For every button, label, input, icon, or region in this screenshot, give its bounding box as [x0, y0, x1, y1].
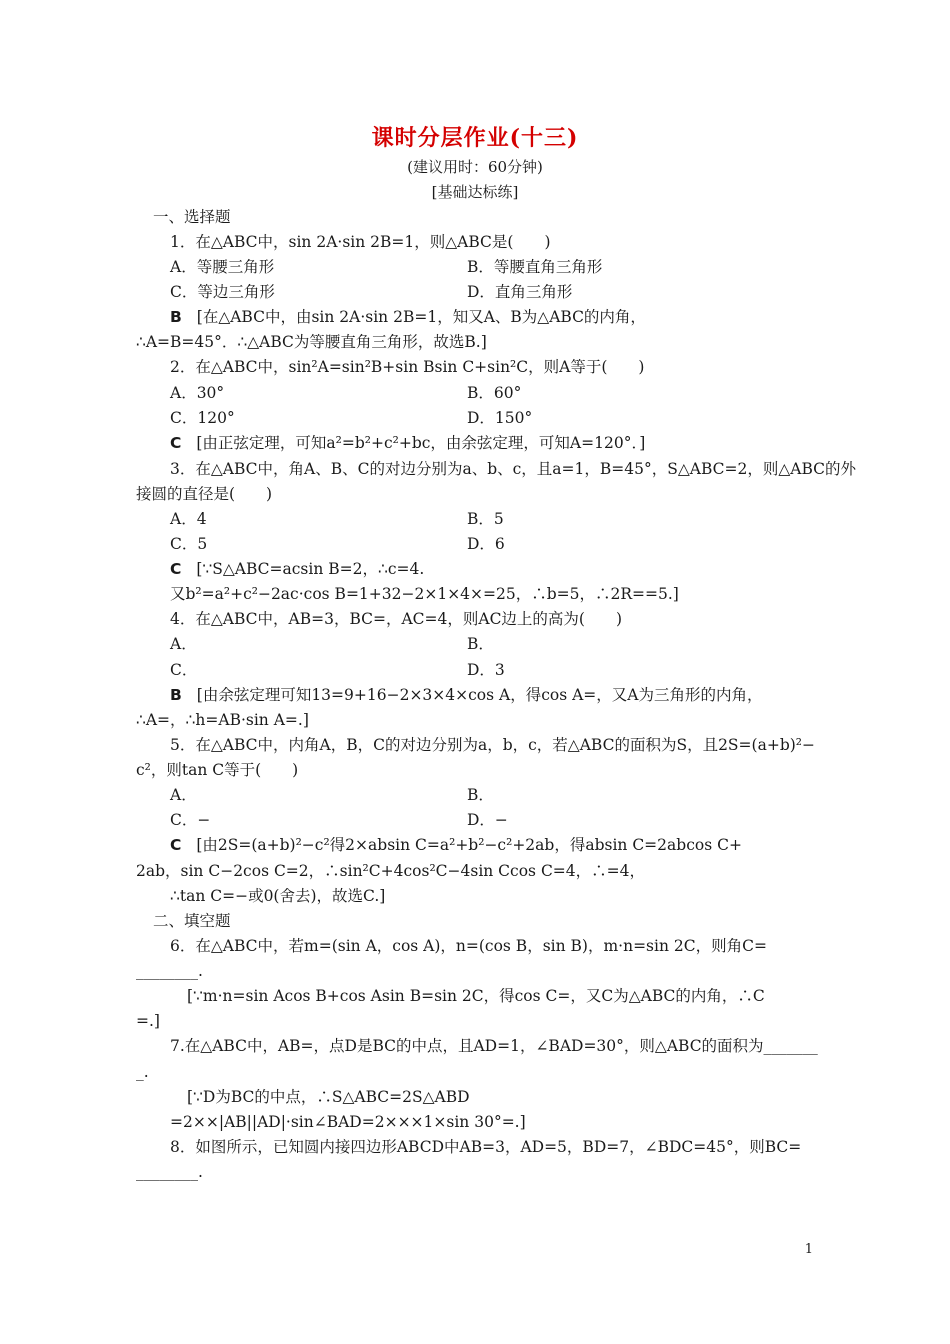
- answer-letter: C: [170, 434, 182, 452]
- question-4-option-b: B．: [467, 635, 494, 653]
- question-3-stem: 3．在△ABC中，角A、B、C的对边分别为a、b、c，且a=1，B=45°，S△ABC=2，则△ABC的外: [170, 460, 857, 478]
- answer-explanation: [在△ABC中，由sin 2A·sin 2B=1，知又A、B为△ABC的内角，: [196, 308, 646, 326]
- question-3-answer: [170, 559, 424, 579]
- answer-letter: B: [170, 686, 182, 704]
- question-2-option-c: C．120°: [170, 409, 235, 427]
- question-3-answer-cont: 又b²=a²+c²−2ac·cos B=1+32−2×1×4×=25，∴b=5，∴2R==5.]: [170, 585, 679, 603]
- question-4-answer: [170, 685, 763, 705]
- answer-explanation: [∵S△ABC=acsin B=2，∴c=4.: [196, 560, 425, 578]
- question-5-option-a: A．: [170, 786, 197, 804]
- answer-explanation: [由余弦定理可知13=9+16−2×3×4×cos A，得cos A=，又A为三角形的内角，: [196, 686, 763, 704]
- question-5-answer: [170, 835, 742, 855]
- question-1-option-a: A．等腰三角形: [170, 258, 275, 276]
- question-8-stem: 8．如图所示，已知圆内接四边形ABCD中AB=3，AD=5，BD=7，∠BDC=45°，则BC=: [170, 1138, 802, 1156]
- question-5-answer-cont2: ∴tan C=−或0(舍去)，故选C.]: [170, 887, 386, 905]
- question-3-option-a: A．4: [170, 510, 207, 528]
- question-1-option-c: C．等边三角形: [170, 283, 275, 301]
- question-5-stem-cont: c²，则tan C等于( ): [136, 761, 299, 779]
- question-5-option-b: B．: [467, 786, 494, 804]
- question-1-option-d: D．直角三角形: [467, 283, 573, 301]
- question-5-option-c: C．−: [170, 811, 211, 829]
- suggested-time: (建议用时：60分钟): [407, 158, 543, 176]
- question-7-answer-cont: =2××|AB||AD|·sin∠BAD=2×××1×sin 30°=.]: [170, 1113, 526, 1131]
- question-1-option-b: B．等腰直角三角形: [467, 258, 603, 276]
- question-7-stem: 7.在△ABC中，AB=，点D是BC的中点，且AD=1，∠BAD=30°，则△ABC的面积为_______: [170, 1037, 818, 1055]
- page-title: 课时分层作业(十三): [371, 125, 579, 151]
- part-heading-fill: 二、填空题: [153, 912, 231, 930]
- question-6-stem: 6．在△ABC中，若m=(sin A，cos A)，n=(cos B，sin B)，m·n=sin 2C，则角C=: [170, 937, 767, 955]
- question-5-answer-cont: 2ab，sin C−2cos C=2，∴sin²C+4cos²C−4sin Ccos C=4，∴=4，: [136, 862, 645, 880]
- question-6-answer: [∵m·n=sin Acos B+cos Asin B=sin 2C，得cos C=，又C为△ABC的内角，∴C: [187, 987, 765, 1005]
- answer-explanation: [由正弦定理，可知a²=b²+c²+bc，由余弦定理，可知A=120°．]: [196, 434, 646, 452]
- question-4-option-a: A．: [170, 635, 197, 653]
- question-5-stem: 5．在△ABC中，内角A，B，C的对边分别为a，b，c，若△ABC的面积为S，且2S=(a+b)²−: [170, 736, 815, 754]
- section-label: [基础达标练]: [431, 183, 519, 201]
- answer-letter: C: [170, 560, 182, 578]
- question-5-option-d: D．−: [467, 811, 508, 829]
- question-3-option-c: C．5: [170, 535, 208, 553]
- question-3-stem-cont: 接圆的直径是( ): [136, 485, 273, 503]
- question-2-option-a: A．30°: [170, 384, 225, 402]
- question-8-blank: ________.: [136, 1163, 203, 1181]
- question-3-option-d: D．6: [467, 535, 505, 553]
- answer-letter: C: [170, 836, 182, 854]
- question-1-answer: [170, 307, 646, 327]
- question-1-answer-cont: ∴A=B=45°．∴△ABC为等腰直角三角形，故选B.]: [136, 333, 487, 351]
- question-4-option-d: D．3: [467, 661, 505, 679]
- question-2-option-b: B．60°: [467, 384, 522, 402]
- question-7-blank: _.: [136, 1063, 149, 1081]
- page-number: 1: [804, 1242, 813, 1257]
- question-3-option-b: B．5: [467, 510, 504, 528]
- question-7-answer: [∵D为BC的中点，∴S△ABC=2S△ABD: [187, 1088, 470, 1106]
- answer-letter: B: [170, 308, 182, 326]
- question-4-stem: 4．在△ABC中，AB=3，BC=，AC=4，则AC边上的高为( ): [170, 610, 623, 628]
- question-4-option-c: C．: [170, 661, 198, 679]
- question-4-answer-cont: ∴A=，∴h=AB·sin A=.]: [136, 711, 309, 729]
- question-2-stem: 2．在△ABC中，sin²A=sin²B+sin Bsin C+sin²C，则A等于( ): [170, 358, 645, 376]
- question-2-answer: [170, 433, 645, 453]
- question-6-blank: ________.: [136, 962, 203, 980]
- part-heading-choice: 一、选择题: [153, 208, 231, 226]
- question-1-stem: 1．在△ABC中，sin 2A·sin 2B=1，则△ABC是( ): [170, 233, 551, 251]
- question-2-option-d: D．150°: [467, 409, 533, 427]
- question-6-answer-cont: =.]: [136, 1012, 160, 1030]
- answer-explanation: [由2S=(a+b)²−c²得2×absin C=a²+b²−c²+2ab，得absin C=2abcos C+: [196, 836, 742, 854]
